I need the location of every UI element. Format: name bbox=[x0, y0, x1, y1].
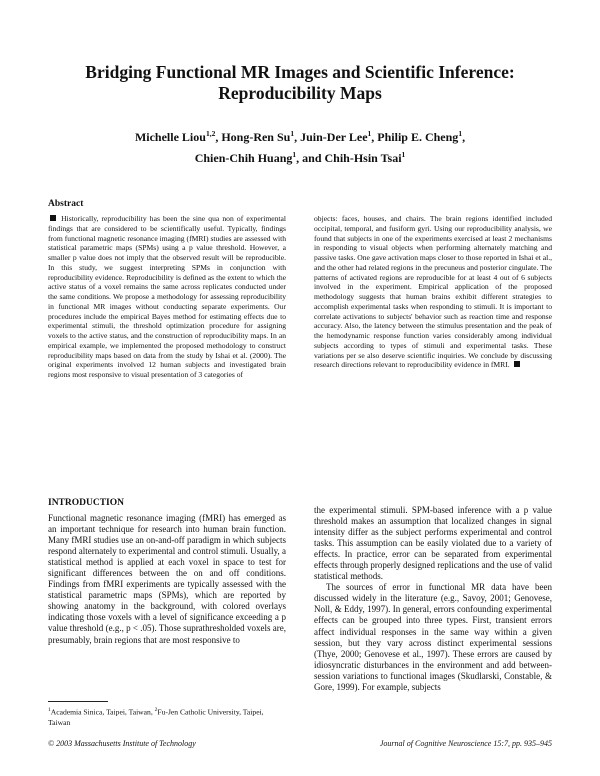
abstract-text-left: Historically, reproducibility has been the sine qua non of experimental findings that are considered to be scientifically useful. Typically, findings from functional magnetic resonance imaging (fMRI) studies are assessed with statistical parametric maps (SPMs) using a p value threshold. However, a smaller p value does not imply that the observed result will be reproducible. In this study, we suggest interpreting SPMs in conjunction with reproducibility evidence. Reproducibility is defined as the extent to which the active status of a voxel remains the same across replicates conducted under the same conditions. We propose a methodology for assessing reproducibility in functional MR images without conducting separate experiments. Our procedures include the empirical Bayes method for estimating effects due to experimental stimuli, the threshold optimization procedure for assigning voxels to the active status, and the construction of reproducibility maps. In an empirical example, we implemented the proposed methodology to construct reproducibility maps based on data from the study by Ishai et al. (2000). The original experiments involved 12 human subjects and investigated brain regions most responsive to visual presentation of 3 categories of bbox=[48, 214, 286, 379]
author-separator: , bbox=[215, 130, 222, 144]
title-line-1: Bridging Functional MR Images and Scientific Inference: bbox=[85, 62, 515, 82]
author-separator: , and bbox=[296, 151, 325, 165]
body-right-column bbox=[314, 505, 552, 693]
affiliation-footnote bbox=[48, 705, 286, 728]
author-line-2 bbox=[40, 146, 560, 167]
intro-paragraph-2: The sources of error in functional MR data have been discussed widely in the literature (e.g., Savoy, 2001; Genovese, Noll, & Eddy, 1997). In general, errors confounding experimental effects can be grouped into three types. First, transient errors affect individual responses in the same way within a given session, but they vary across distinct experimental sessions (Thye, 2000; Genovese et al., 1997). These errors are caused by idiosyncratic disturbances in the environment and add between-session variations to functional images (Skudlarski, Constable, & Gore, 1999). For example, subjects bbox=[314, 582, 552, 692]
author-affiliation-sup: 1 bbox=[290, 129, 295, 138]
author-separator: , bbox=[371, 130, 378, 144]
author-name: Hong-Ren Su bbox=[221, 130, 291, 144]
end-square-marker-icon bbox=[514, 361, 520, 367]
intro-paragraph-1: Functional magnetic resonance imaging (fMRI) has emerged as an important technique for research into human brain function. Many fMRI studies use an on-and-off paradigm in which subjects respond alternately to experimental and control stimuli. Usually, a statistical method is applied at each voxel in space to test for significant differences between the on and off conditions. Findings from fMRI experiments are typically assessed with the statistical parametric maps (SPMs), which are reported by showing anatomy in the background, with colored overlays indicating those voxels with a level of significance exceeding a p value threshold (e.g., p < .05). Those suprathresholded voxels are, presumably, brain regions that are most responsive to bbox=[48, 513, 286, 645]
abstract-text-right: objects: faces, houses, and chairs. The brain regions identified included occipital, temporal, and fusiform gyri. Using our reproducibility analysis, we found that subjects in one of the experiments exercised at least 2 mechanisms in responding to visual objects when performing alternately matching and passive tasks. One gave activation maps closer to those reported in Ishai et al., and the other had related regions in the precuneus and posterior cingulate. The patterns of activated regions are reproducible for at least 4 out of 6 subjects involved in the experiment. Empirical application of the proposed methodology suggests that human brains exhibit different strategies to accomplish experimental tasks when responding to stimuli. It is important to correlate activations to subjects' behavior such as reaction time and response accuracy. Also, the latency between the stimulus presentation and the peak of the hemodynamic response function varies considerably among individual subjects according to types of stimuli and experimental tasks. These variations per se also deserve scientific inquiries. We conclude by discussing research directions relevant to reproducibility evidence in fMRI. bbox=[314, 214, 552, 370]
author-affiliation-sup: 1 bbox=[367, 129, 372, 138]
section-heading-introduction: INTRODUCTION bbox=[48, 498, 125, 508]
author-affiliation-sup: 1,2 bbox=[205, 129, 216, 138]
black-square-marker-icon bbox=[50, 215, 56, 221]
author-name: Juin-Der Lee bbox=[300, 130, 368, 144]
abstract-left-column bbox=[48, 214, 286, 380]
footnote-divider bbox=[48, 701, 108, 702]
intro-paragraph-continued: the experimental stimuli. SPM-based inference with a p value threshold makes an assumption that localized changes in signal intensity differ as the subject performs experimental and control tasks. This assumption can be easily violated due to a variety of effects. In practice, error can be separated from experimental effects through properly designed replications and the use of valid statistical methods. bbox=[314, 505, 553, 582]
author-affiliation-sup: 1 bbox=[401, 150, 406, 159]
author-name: Philip E. Cheng bbox=[377, 130, 459, 144]
author-name: Chih-Hsin Tsai bbox=[324, 151, 402, 165]
footnote-marker-1: 1 bbox=[48, 707, 51, 713]
footnote-marker-2: 2 bbox=[154, 707, 158, 713]
journal-citation-footer: Journal of Cognitive Neuroscience 15:7, pp. 935–945 bbox=[379, 739, 552, 748]
author-separator: , bbox=[462, 130, 466, 144]
abstract-heading: Abstract bbox=[48, 199, 84, 209]
affiliation-2: Fu-Jen Catholic University, Taipei, Taiwan bbox=[48, 707, 264, 727]
author-list bbox=[40, 125, 560, 167]
title-line-2: Reproducibility Maps bbox=[218, 83, 382, 103]
author-name: Chien-Chih Huang bbox=[194, 151, 293, 165]
author-line-1 bbox=[40, 125, 560, 146]
author-affiliation-sup: 1 bbox=[458, 129, 463, 138]
affiliation-1: Academia Sinica, Taipei, Taiwan, bbox=[50, 707, 155, 717]
abstract-right-column bbox=[314, 214, 552, 370]
author-affiliation-sup: 1 bbox=[292, 150, 297, 159]
body-left-column bbox=[48, 513, 286, 646]
author-name: Michelle Liou bbox=[134, 130, 206, 144]
author-separator: , bbox=[294, 130, 301, 144]
copyright-footer: © 2003 Massachusetts Institute of Technology bbox=[48, 739, 196, 748]
paper-title bbox=[40, 62, 560, 104]
